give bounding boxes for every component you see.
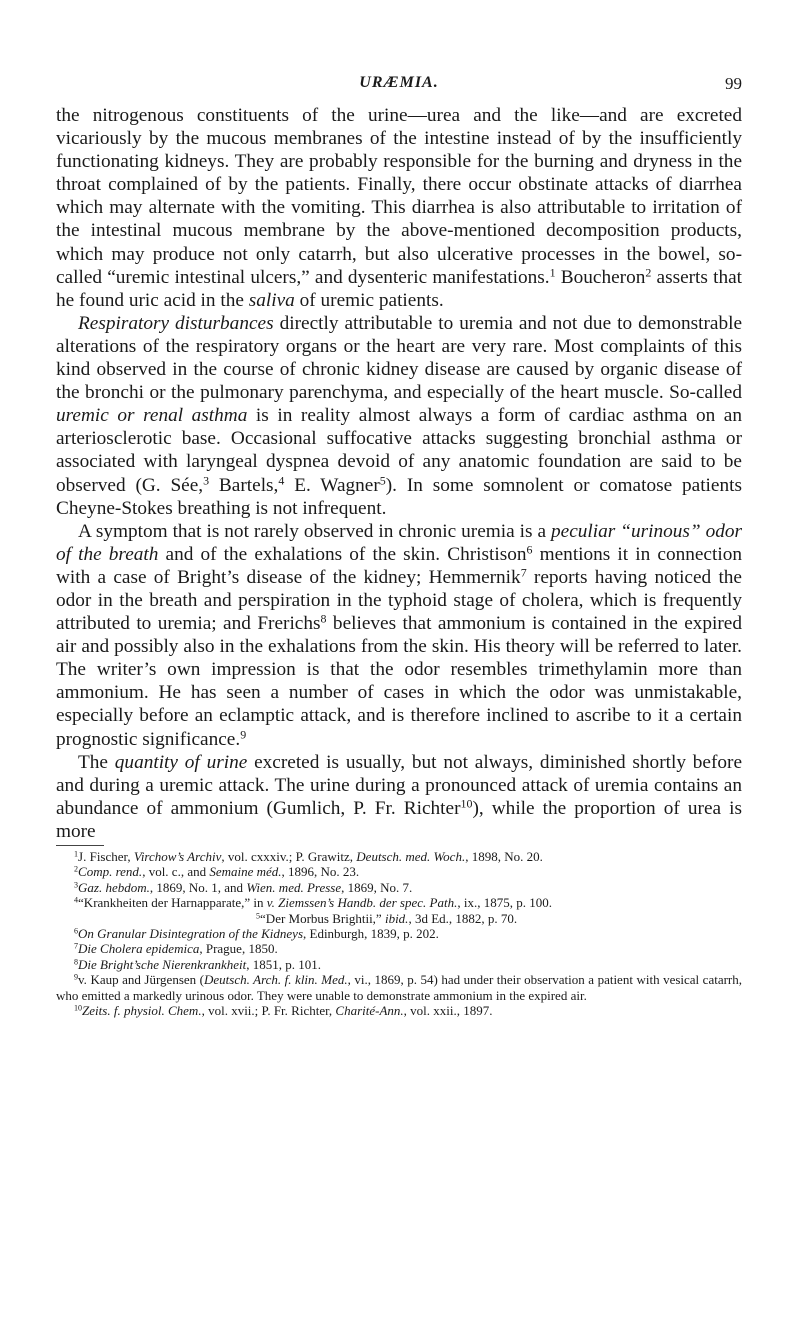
footnote-8: $^8$Die Bright’sche Nierenkrankheit, 1851, p. 101. [74,956,322,972]
book-page [56,74,742,1018]
footnote-6: $^6$On Granular Disintegration of the Kidneys, Edinburgh, 1839, p. 202. [74,926,439,942]
footnote-divider [56,845,104,846]
footnote-ref-2[interactable]: 2 [645,265,652,280]
page-header [56,74,742,104]
footnote-10: $^{10}$Zeits. f. physiol. Chem., vol. xvii.; P. Fr. Richter, Charité-Ann., vol. xxii., 1897. [74,1003,493,1019]
section-title-odor: peculiar “urinous” odor of the breath [56,520,742,565]
body-text [56,104,742,843]
footnote-ref-9[interactable]: 9 [240,726,247,741]
footnote-ref-7[interactable]: 7 [520,565,527,580]
footnote-ref-3[interactable]: 3 [203,472,210,487]
paragraph-quantity: The quantity of urine excreted is usually, but not always, diminished shortly before and during a uremic attack. The urine during a pronounced attack of uremia contains an abundance of ammonium (Gumlich, P. Fr. Richter$^{10}$), while the proportion of urea is more [56,751,743,842]
footnote-3: $^3$Gaz. hebdom., 1869, No. 1, and Wien. med. Presse, 1869, No. 7. [74,879,413,895]
footnote-ref-8[interactable]: 8 [320,611,327,626]
page-number: 99 [725,74,742,93]
footnote-2: $^2$Comp. rend., vol. c., and Semaine méd., 1896, No. 23. [74,864,360,880]
footnote-1: $^1$J. Fischer, Virchow’s Archiv, vol. cxxxiv.; P. Grawitz, Deutsch. med. Woch., 1898, No. 20. [74,849,543,864]
footnote-ref-5[interactable]: 5 [379,472,386,487]
footnotes [56,849,742,1018]
footnote-ref-1[interactable]: 1 [549,265,556,280]
footnote-7: $^7$Die Cholera epidemica, Prague, 1850. [74,941,278,957]
paragraph-respiratory: Respiratory disturbances directly attributable to uremia and not due to demonstrable alterations of the respiratory organs or the heart are very rare. Most complaints of this kind observed in the course of chronic kidney disease are caused by organic disease of the bronchi or the pulmonary parenchyma, and especially of the heart muscle. So-called uremic or renal asthma is in reality almost always a form of cardiac asthma on an arteriosclerotic base. Occasional suffocative attacks suggesting bronchial asthma or associated with laryngeal dyspnea devoid of any anatomic foundation are said to be observed (G. Sée,$^3$ Bartels,$^4$ E. Wagner$^5$). In some somnolent or comatose patients Cheyne-Stokes breathing is not infrequent. [56,312,743,519]
footnote-ref-4[interactable]: 4 [278,472,285,487]
footnote-9: $^9$v. Kaup and Jürgensen (Deutsch. Arch. f. klin. Med., vi., 1869, p. 54) had under their observation a patient with vesical catarrh, who emitted a markedly urinous odor. They were unable to demonstrate ammonium in the expired air. [56,972,743,1003]
section-title-quantity: quantity of urine [114,751,248,773]
footnote-ref-10[interactable]: 10 [460,796,473,811]
running-head: URÆMIA. [359,74,439,91]
footnote-ref-6[interactable]: 6 [526,542,533,557]
footnote-5: $^5$“Der Morbus Brightii,” ibid., 3d Ed., 1882, p. 70. [256,910,518,926]
footnote-4: $^4$“Krankheiten der Harnapparate,” in v. Ziemssen’s Handb. der spec. Path., ix., 1875, p. 100. [74,895,552,911]
paragraph-odor: A symptom that is not rarely observed in chronic uremia is a peculiar “urinous” odor of the breath and of the exhalations of the skin. Christison$^6$ mentions it in connection with a case of Bright’s disease of the kidney; Hemmernik$^7$ reports having noticed the odor in the breath and perspiration in the typhoid stage of cholera, which is frequently attributed to uremia; and Frerichs$^8$ believes that ammonium is contained in the expired air and possibly also in the exhalations from the skin. His theory will be referred to later. The writer’s own impression is that the odor resembles trimethylamin more than ammonium. He has seen a number of cases in which the odor was unmistakable, especially before an eclamptic attack, and is therefore inclined to ascribe to it a certain prognostic significance.$^9$ [56,520,743,750]
section-title-respiratory: Respiratory disturbances [78,312,274,334]
paragraph-intestinal: the nitrogenous constituents of the urine—urea and the like—and are excreted vicariously by the mucous membranes of the intestine instead of by the insufficiently functionating kidneys. They are probably responsible for the burning and dryness in the throat complained of by the patients. Finally, there occur obstinate attacks of diarrhea which may alternate with the vomiting. This diarrhea is also attributable to irritation of the intestinal mucous membrane by the above-mentioned decomposition products, which may produce not only catarrh, but also ulcerative processes in the bowel, so-called “uremic intestinal ulcers,” and dysenteric manifestations.$^1$ Boucheron$^2$ asserts that he found uric acid in the saliva of uremic patients. [56,105,743,311]
